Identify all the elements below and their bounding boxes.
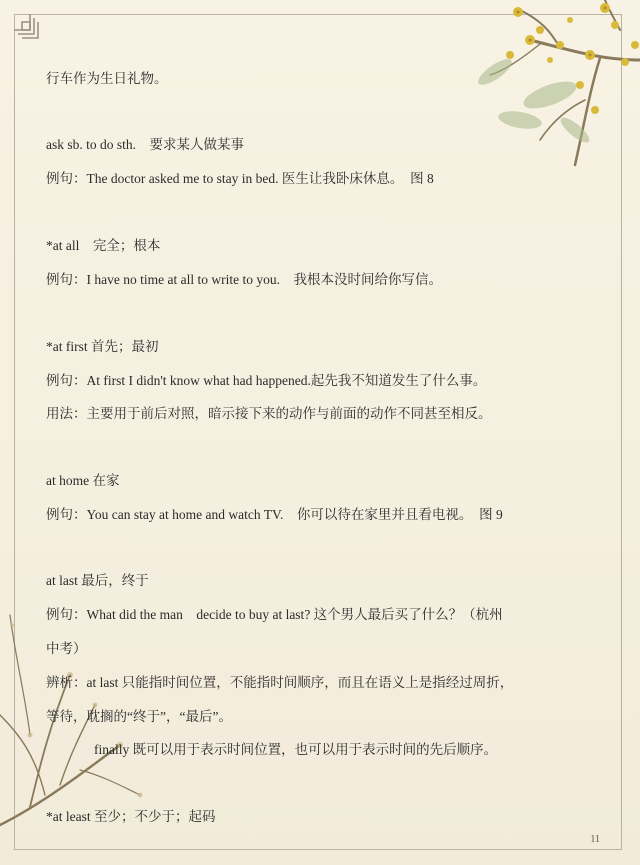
text-line: *at all 完全；根本 [46,238,161,253]
text-line: 例句：The doctor asked me to stay in bed. 医生让我卧床休息。 图 8 [46,171,434,186]
text-line: *at least 至少；不少于；起码 [46,809,216,824]
text-line: 等待，耽搁的“终于”，“最后”。 [46,709,232,724]
text-line: 例句：What did the man decide to buy at last? 这个男人最后买了什么？（杭州 [46,607,503,622]
text-line: 例句：At first I didn't know what had happened.起先我不知道发生了什么事。 [46,373,487,388]
text-line: 例句：You can stay at home and watch TV. 你可以待在家里并且看电视。 图 9 [46,507,503,522]
text-line: at home 在家 [46,473,120,488]
text-line: at last 最后，终于 [46,573,149,588]
text-line: 例句：I have no time at all to write to you. 我根本没时间给你写信。 [46,272,442,287]
text-line: 行车作为生日礼物。 [46,71,168,86]
corner-ornament-icon [8,8,48,48]
text-line: *at first 首先；最初 [46,339,159,354]
text-line: 辨析：at last 只能指时间位置，不能指时间顺序，而且在语义上是指经过周折， [46,675,514,690]
text-line: ask sb. to do sth. 要求某人做某事 [46,137,245,152]
text-line: 用法：主要用于前后对照，暗示接下来的动作与前面的动作不同甚至相反。 [46,406,492,421]
text-line: 中考） [46,641,87,656]
text-line: finally 既可以用于表示时间位置，也可以用于表示时间的先后顺序。 [94,742,498,757]
page-number: 11 [590,834,600,845]
